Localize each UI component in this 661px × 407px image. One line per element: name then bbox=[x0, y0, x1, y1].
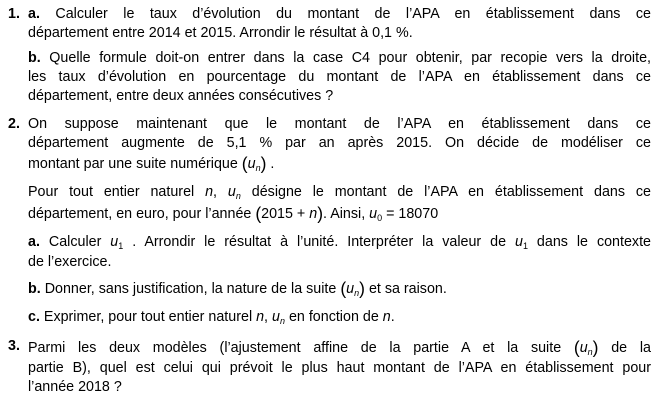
math-paren: ) bbox=[359, 278, 365, 299]
text-run: 2015 + bbox=[261, 206, 310, 222]
sub-question-label: a. bbox=[28, 234, 40, 250]
text-run: On suppose maintenant que le montant de l’APA en établissement dans ce bbox=[28, 116, 651, 132]
exam-document-page bbox=[8, 5, 651, 397]
text-run: de l’exercice. bbox=[28, 254, 112, 270]
math-variable: u bbox=[247, 156, 256, 172]
paragraph bbox=[28, 278, 651, 300]
math-subscript-italic: n bbox=[354, 288, 360, 298]
paragraph bbox=[28, 49, 651, 106]
text-run: département augmente de 5,1 % par an après 2015. On décide de modéliser ce bbox=[28, 135, 651, 151]
text-run: Parmi les deux modèles (l’ajustement affine de la partie A et la suite bbox=[28, 340, 574, 356]
text-run: dans le contexte bbox=[527, 234, 652, 250]
text-run: montant par une suite numérique bbox=[28, 156, 242, 172]
text-run: désigne le montant de l’APA en établissement dans ce bbox=[240, 184, 651, 200]
math-variable: u bbox=[515, 234, 523, 250]
math-variable: u bbox=[110, 234, 119, 250]
text-run: et sa raison. bbox=[364, 281, 447, 297]
text-run: . bbox=[266, 156, 275, 172]
paragraph bbox=[28, 181, 651, 225]
math-variable: u bbox=[227, 184, 236, 200]
text-line bbox=[28, 49, 651, 68]
text-run: Quelle formule doit-on entrer dans la case C4 pour obtenir, par recopie vers la droite, bbox=[40, 50, 651, 66]
text-run: . bbox=[390, 309, 395, 325]
math-variable: u bbox=[579, 340, 588, 356]
sub-question-label: c. bbox=[28, 309, 40, 325]
exercise-item-2 bbox=[8, 115, 651, 328]
text-line bbox=[28, 87, 651, 106]
text-run: Calculer bbox=[39, 234, 111, 250]
text-run: partie B), quel est celui qui prévoit le plus haut montant de l’APA en établissement pour bbox=[28, 360, 651, 376]
text-run: en fonction de bbox=[284, 309, 383, 325]
math-subscript-italic: n bbox=[279, 316, 285, 326]
math-subscript: 0 bbox=[377, 213, 383, 223]
text-line bbox=[28, 278, 651, 300]
text-line bbox=[28, 359, 651, 378]
text-run: , bbox=[264, 309, 272, 325]
text-line bbox=[28, 68, 651, 87]
text-run: . Ainsi, bbox=[323, 206, 370, 222]
item-body bbox=[28, 337, 651, 397]
math-variable: u bbox=[272, 309, 280, 325]
text-line bbox=[28, 115, 651, 134]
text-line bbox=[28, 5, 651, 24]
text-line bbox=[28, 337, 651, 359]
math-subscript: 1 bbox=[522, 241, 528, 251]
math-paren: ) bbox=[592, 337, 599, 358]
text-run: , bbox=[213, 184, 228, 200]
paragraph bbox=[28, 5, 651, 43]
math-paren: ( bbox=[241, 153, 248, 174]
math-paren: ) bbox=[317, 203, 324, 224]
text-run: les taux d’évolution en pourcentage du montant de l’APA en établissement dans ce bbox=[28, 69, 651, 85]
exercise-list bbox=[8, 5, 651, 397]
text-line bbox=[28, 153, 651, 175]
exercise-item-3 bbox=[8, 337, 651, 397]
text-run: département entre 2014 et 2015. Arrondir le résultat à 0,1 %. bbox=[28, 25, 413, 41]
text-run: Calculer le taux d’évolution du montant de l’APA en établissement dans ce bbox=[39, 6, 651, 22]
math-paren: ( bbox=[340, 278, 347, 299]
item-number: 1. bbox=[8, 6, 20, 22]
text-run: Donner, sans justification, la nature de la suite bbox=[40, 281, 341, 297]
paragraph bbox=[28, 231, 651, 272]
text-run: l’année 2018 ? bbox=[28, 379, 122, 395]
text-line bbox=[28, 203, 651, 225]
text-run: . Arrondir le résultat à l’unité. Interpréter la valeur de bbox=[123, 234, 515, 250]
paragraph bbox=[28, 115, 651, 175]
math-variable: n bbox=[382, 309, 391, 325]
math-variable: n bbox=[205, 184, 214, 200]
item-body bbox=[28, 5, 651, 106]
math-variable: u bbox=[346, 281, 355, 297]
paragraph bbox=[28, 337, 651, 397]
math-subscript-italic: n bbox=[255, 163, 261, 173]
text-run: Pour tout entier naturel bbox=[28, 184, 206, 200]
math-subscript: 1 bbox=[118, 241, 124, 251]
item-number: 3. bbox=[8, 338, 20, 354]
text-run: = 18070 bbox=[382, 206, 439, 222]
exercise-item-1 bbox=[8, 5, 651, 106]
text-run: Exprimer, pour tout entier naturel bbox=[39, 309, 257, 325]
paragraph bbox=[28, 306, 651, 328]
item-number: 2. bbox=[8, 116, 20, 132]
math-subscript-italic: n bbox=[235, 191, 241, 201]
text-line bbox=[28, 306, 651, 328]
text-run: de la bbox=[598, 340, 651, 356]
sub-question-label: b. bbox=[28, 50, 41, 66]
text-line bbox=[28, 24, 651, 43]
math-variable: u bbox=[369, 206, 378, 222]
math-subscript-italic: n bbox=[587, 347, 593, 357]
text-run: département, entre deux années consécutives ? bbox=[28, 88, 334, 104]
text-line bbox=[28, 181, 651, 203]
text-line bbox=[28, 231, 651, 253]
math-variable: n bbox=[256, 309, 265, 325]
item-body bbox=[28, 115, 651, 328]
text-line bbox=[28, 253, 651, 272]
text-line bbox=[28, 378, 651, 397]
text-run: département, en euro, pour l’année bbox=[28, 206, 256, 222]
math-paren: ( bbox=[573, 337, 580, 358]
math-variable: n bbox=[309, 206, 318, 222]
sub-question-label: a. bbox=[28, 6, 40, 22]
math-paren: ) bbox=[260, 153, 267, 174]
text-line bbox=[28, 134, 651, 153]
math-paren: ( bbox=[255, 203, 262, 224]
sub-question-label: b. bbox=[28, 281, 41, 297]
